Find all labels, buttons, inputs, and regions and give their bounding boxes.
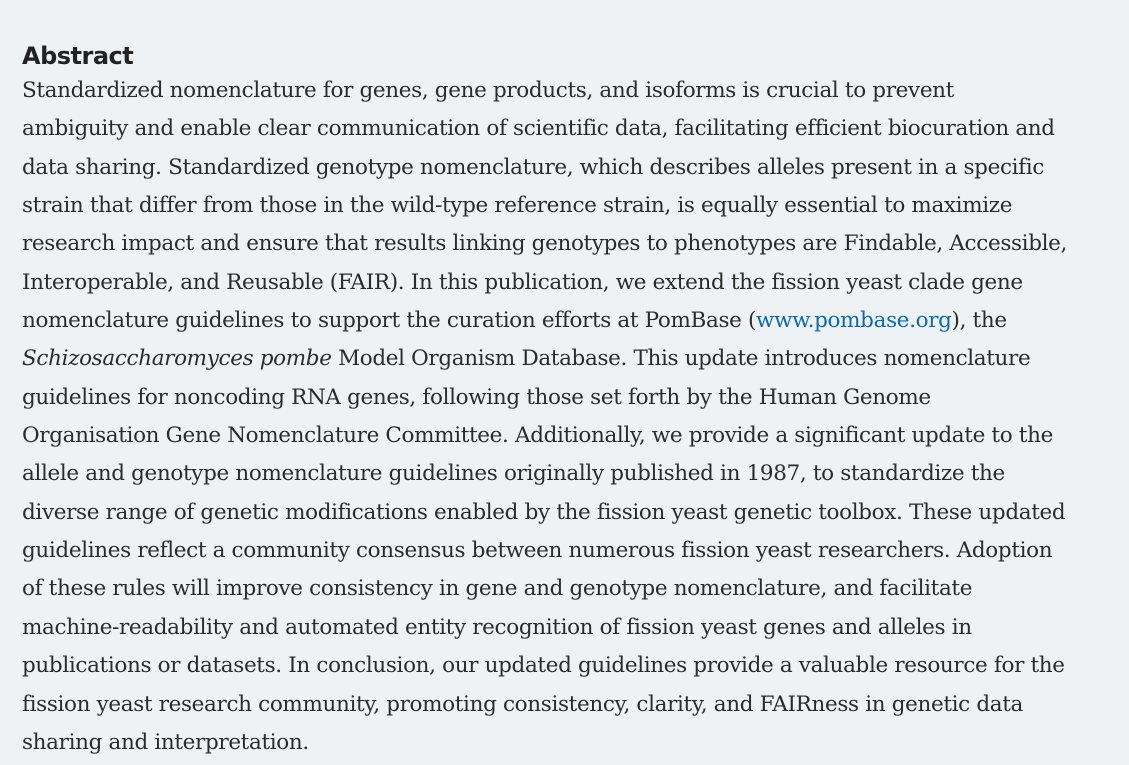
- text: Model Organism Database. This update introduces nomenclature: [331, 346, 1031, 372]
- pombase-link[interactable]: www.pombase.org: [756, 308, 952, 334]
- abstract-line: allele and genotype nomenclature guidelines originally published in 1987, to standardize the: [22, 461, 1005, 487]
- abstract-line: strain that differ from those in the wild-type reference strain, is equally essential to maximize: [22, 193, 1013, 219]
- species-name: Schizosaccharomyces pombe: [22, 346, 332, 372]
- abstract-line: ambiguity and enable clear communication of scientific data, facilitating efficient biocuration and: [22, 116, 1055, 142]
- abstract-line: Standardized nomenclature for genes, gene products, and isoforms is crucial to prevent: [22, 78, 954, 103]
- abstract-line: [22, 302, 1067, 340]
- abstract-line: sharing and interpretation.: [22, 729, 309, 755]
- abstract-body: [22, 72, 1067, 762]
- text: ), the: [951, 308, 1007, 334]
- abstract-line: fission yeast research community, promoting consistency, clarity, and FAIRness in genetic data: [22, 691, 1023, 717]
- abstract-line: Interoperable, and Reusable (FAIR). In this publication, we extend the fission yeast clade gene: [22, 269, 1023, 295]
- abstract-line: research impact and ensure that results linking genotypes to phenotypes are Findable, Accessible,: [22, 231, 1068, 257]
- abstract-line: [22, 340, 1067, 378]
- abstract-line: machine-readability and automated entity recognition of fission yeast genes and alleles in: [22, 614, 972, 640]
- abstract-line: data sharing. Standardized genotype nomenclature, which describes alleles present in a specific: [22, 154, 1045, 180]
- abstract-line: publications or datasets. In conclusion, our updated guidelines provide a valuable resource for the: [22, 653, 1065, 679]
- abstract-heading: Abstract: [22, 41, 134, 70]
- abstract-line: of these rules will improve consistency in gene and genotype nomenclature, and facilitate: [22, 576, 973, 602]
- abstract-line: Organisation Gene Nomenclature Committee. Additionally, we provide a significant update to the: [22, 423, 1053, 449]
- abstract-line: guidelines reflect a community consensus between numerous fission yeast researchers. Adoption: [22, 538, 1053, 564]
- text: nomenclature guidelines to support the curation efforts at PomBase (: [22, 308, 757, 334]
- abstract-line: diverse range of genetic modifications enabled by the fission yeast genetic toolbox. These updated: [22, 499, 1066, 525]
- abstract-line: guidelines for noncoding RNA genes, following those set forth by the Human Genome: [22, 384, 931, 410]
